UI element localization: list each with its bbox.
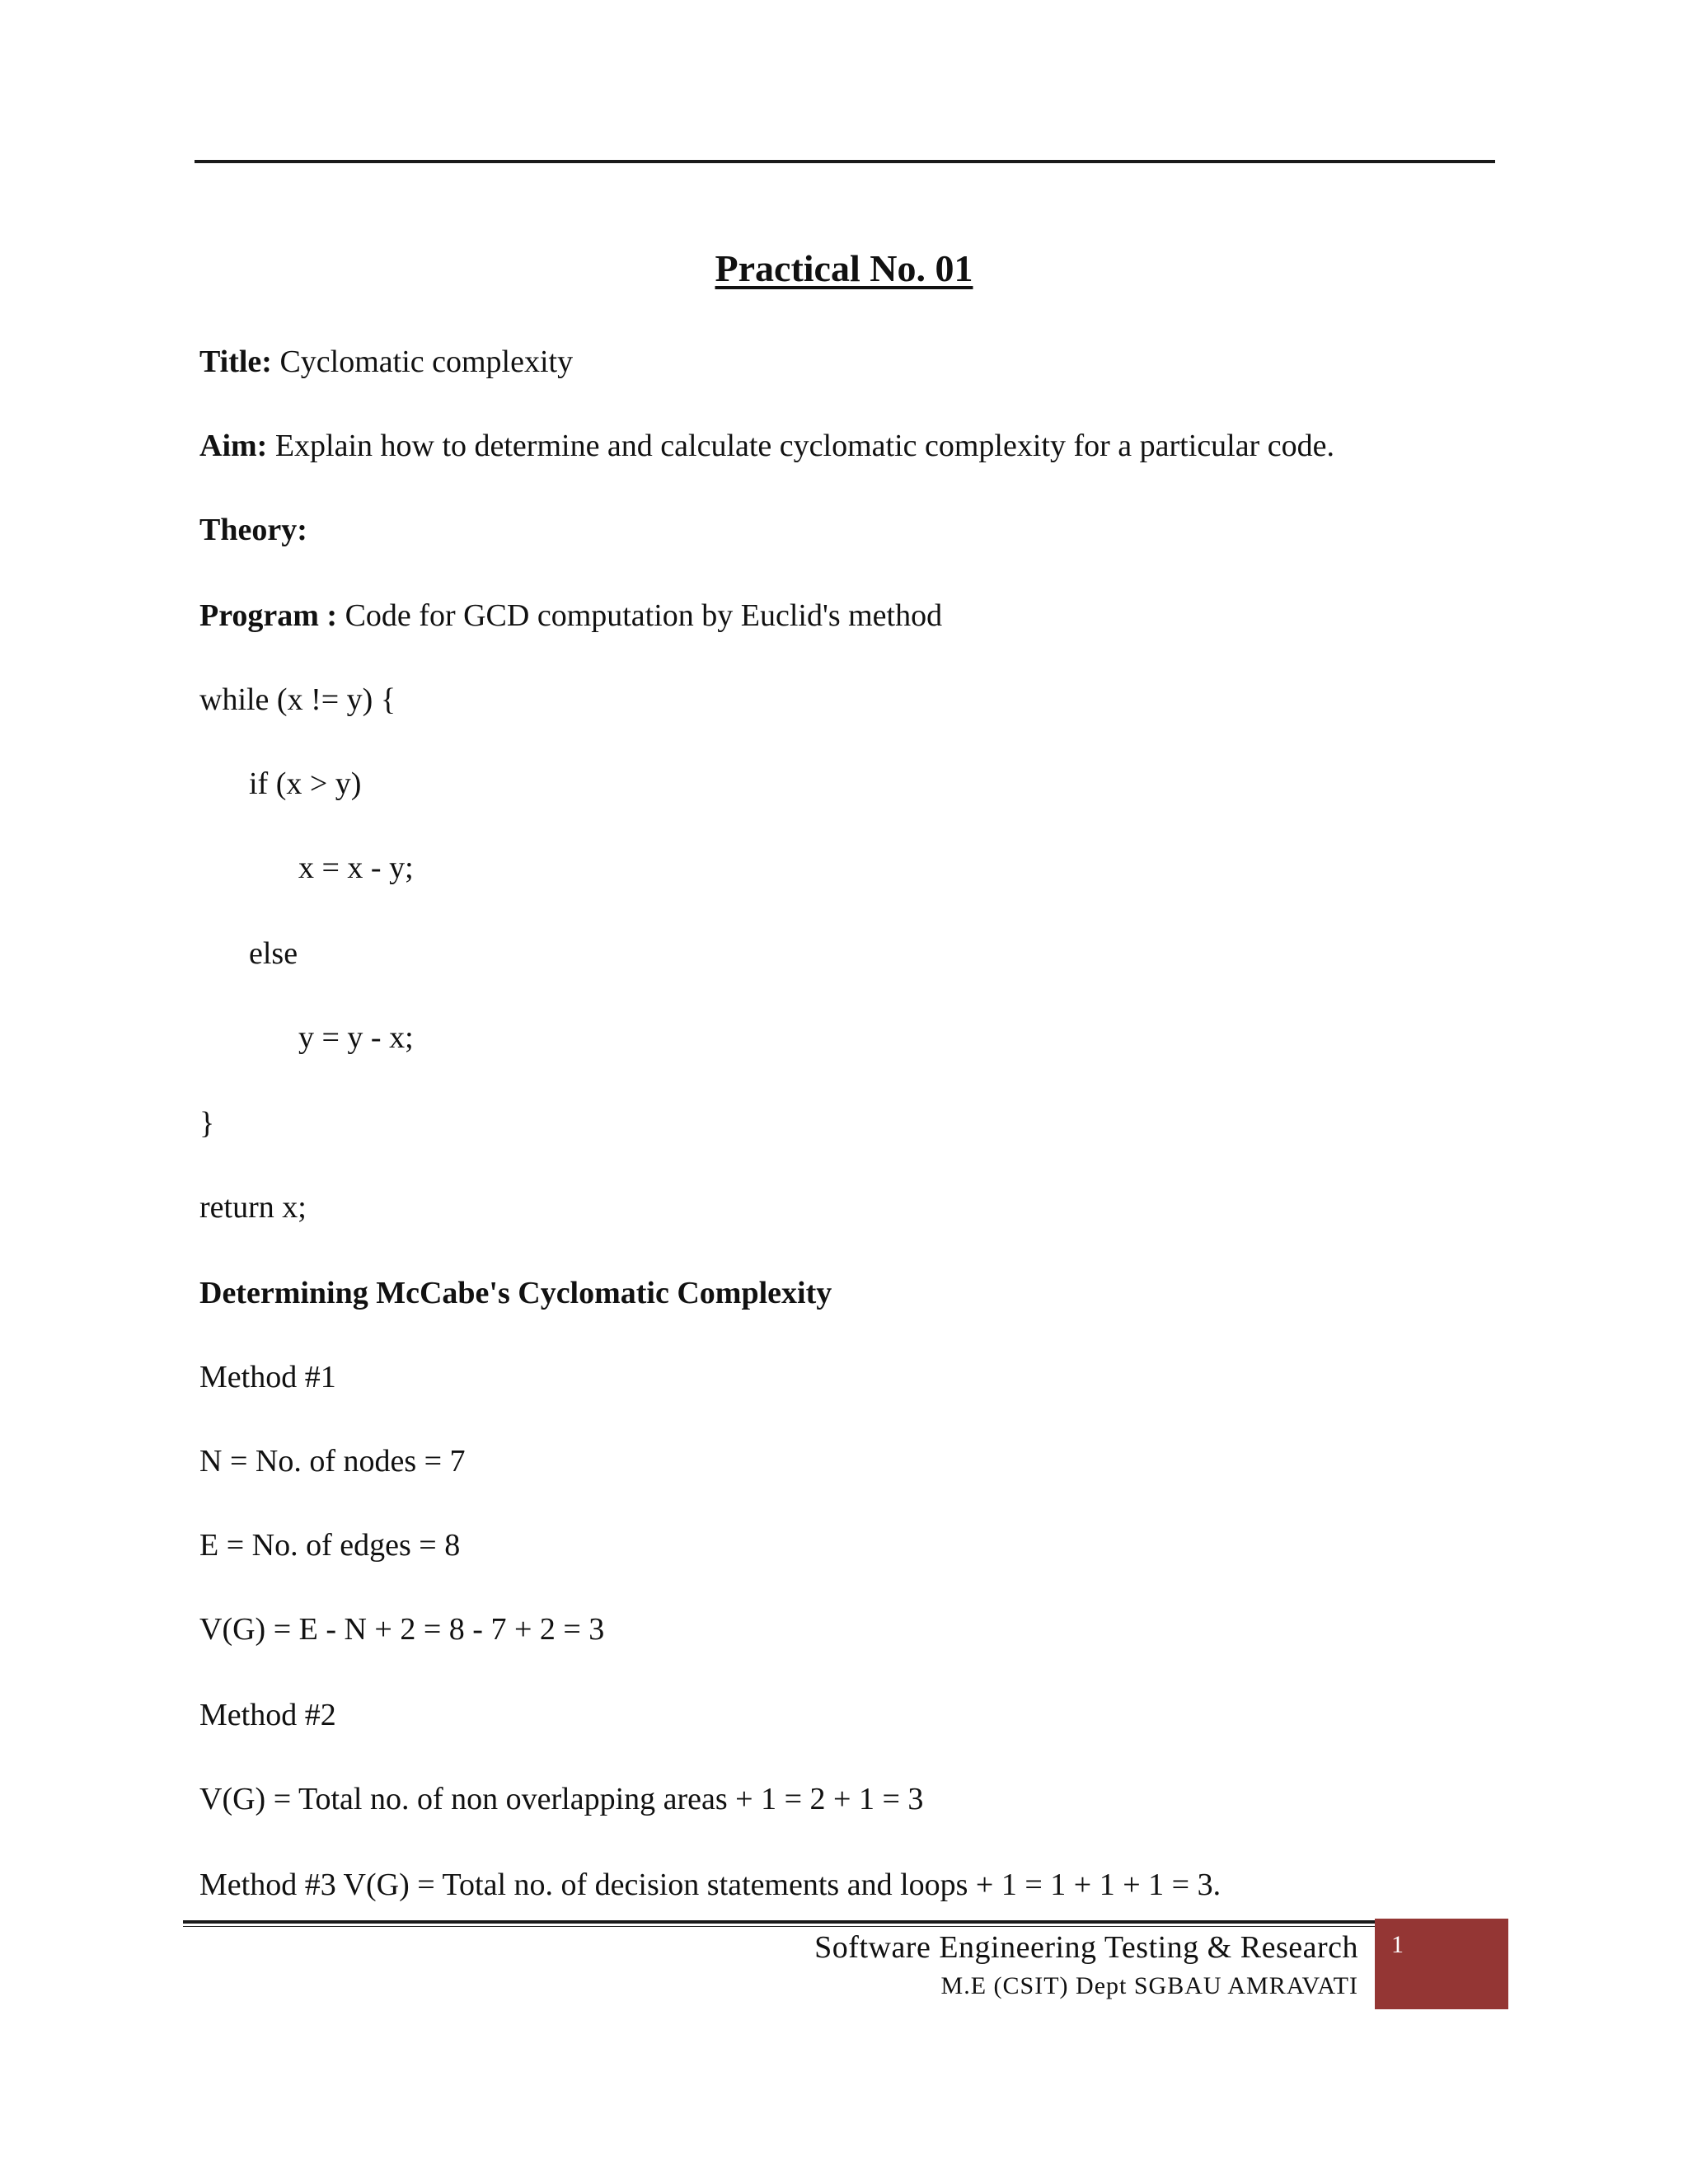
header-rule bbox=[195, 160, 1495, 163]
page-number: 1 bbox=[1391, 1931, 1404, 1958]
title-label: Title: bbox=[199, 344, 272, 379]
edges-line: E = No. of edges = 8 bbox=[199, 1528, 461, 1563]
footer-title: Software Engineering Testing & Research bbox=[814, 1930, 1358, 1965]
code-line-x-assign: x = x - y; bbox=[298, 851, 414, 885]
mccabe-heading: Determining McCabe's Cyclomatic Complexity bbox=[199, 1276, 832, 1310]
aim-line bbox=[199, 425, 1334, 466]
title-line bbox=[199, 341, 573, 382]
vg-method2-line: V(G) = Total no. of non overlapping areas + 1 = 2 + 1 = 3 bbox=[199, 1782, 924, 1816]
aim-text: Explain how to determine and calculate cyclomatic complexity for a particular code. bbox=[267, 429, 1334, 463]
theory-label: Theory: bbox=[199, 513, 307, 547]
code-line-while: while (x != y) { bbox=[199, 682, 396, 717]
program-label: Program : bbox=[199, 598, 338, 633]
page-title: Practical No. 01 bbox=[715, 247, 973, 289]
footer-subtitle: M.E (CSIT) Dept SGBAU AMRAVATI bbox=[940, 1972, 1358, 1999]
method3-line: Method #3 V(G) = Total no. of decision statements and loops + 1 = 1 + 1 + 1 = 3. bbox=[199, 1868, 1221, 1902]
program-text: Code for GCD computation by Euclid's method bbox=[337, 598, 943, 633]
page-number-box bbox=[1375, 1919, 1508, 2009]
title-text: Cyclomatic complexity bbox=[271, 344, 574, 379]
code-line-else: else bbox=[249, 936, 298, 971]
method2-label: Method #2 bbox=[199, 1698, 336, 1732]
method1-label: Method #1 bbox=[199, 1360, 336, 1394]
footer-rule bbox=[183, 1920, 1500, 1924]
code-line-if: if (x > y) bbox=[249, 766, 362, 801]
aim-label: Aim: bbox=[199, 429, 268, 463]
program-line bbox=[199, 595, 942, 636]
nodes-line: N = No. of nodes = 7 bbox=[199, 1444, 466, 1479]
vg-method1-line: V(G) = E - N + 2 = 8 - 7 + 2 = 3 bbox=[199, 1612, 605, 1647]
code-line-return: return x; bbox=[199, 1190, 307, 1225]
code-line-y-assign: y = y - x; bbox=[298, 1020, 414, 1055]
code-line-close-brace: } bbox=[199, 1106, 215, 1141]
theory-line bbox=[199, 509, 307, 551]
